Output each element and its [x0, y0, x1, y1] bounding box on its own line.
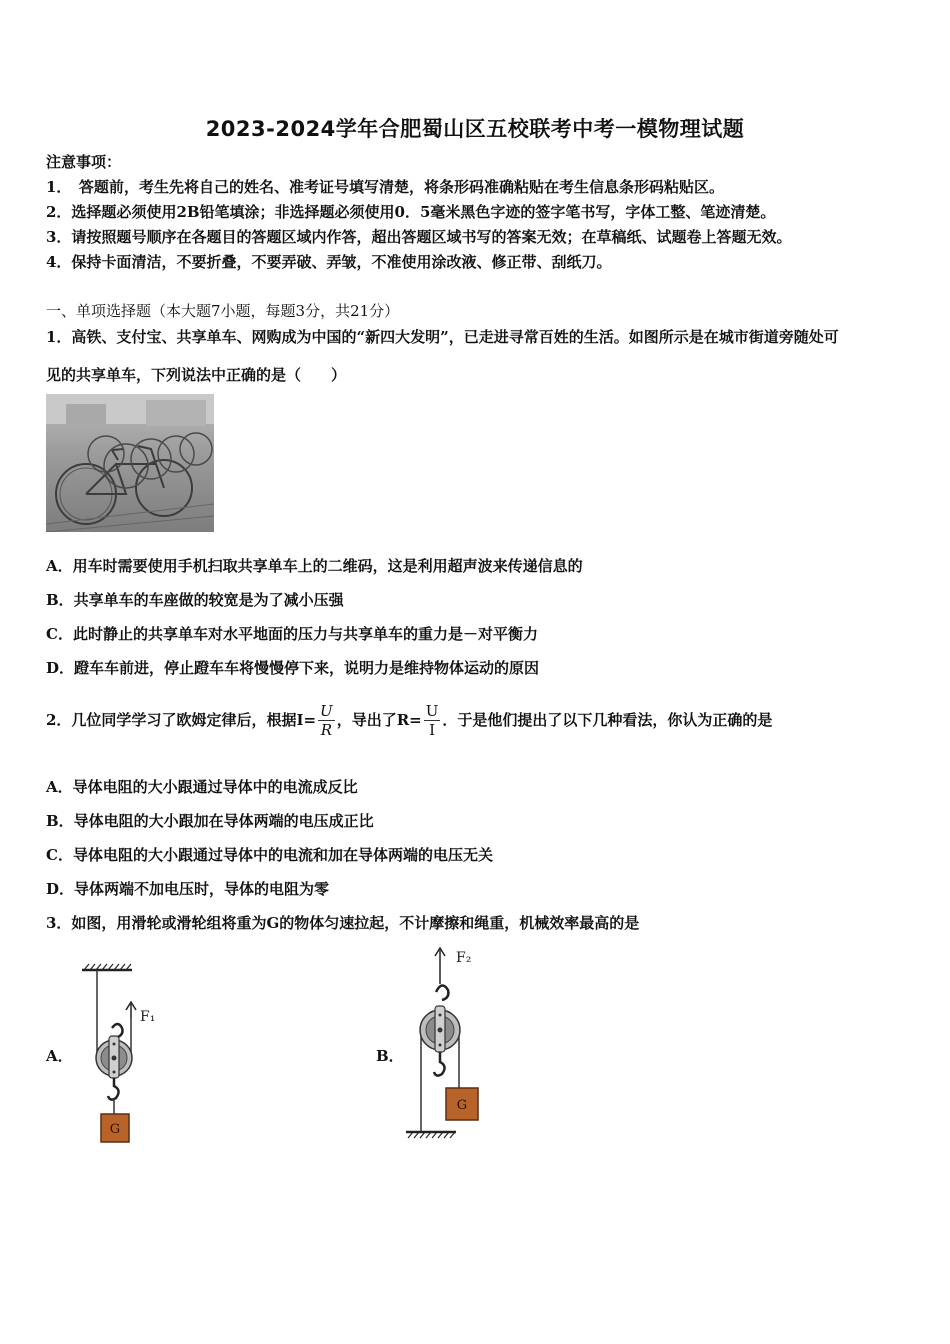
notice-item: 2．选择题必须使用2B铅笔填涂；非选择题必须使用0．5毫米黑色字迹的签字笔书写，字体工整、笔迹清楚。 — [46, 203, 776, 221]
shared-bike-photo — [46, 394, 214, 532]
fraction-numerator: U — [425, 701, 439, 720]
question-3-option-b-label: B． — [376, 1047, 404, 1065]
force-label-f1: F₁ — [140, 1009, 156, 1025]
fraction-denominator: R — [318, 720, 335, 739]
notice-heading: 注意事项： — [46, 153, 122, 171]
weight-label: G — [109, 1122, 121, 1137]
question-2-middle: ，导出了R= — [336, 711, 422, 729]
notice-item: 3．请按照题号顺序在各题目的答题区域内作答，超出答题区域书写的答案无效；在草稿纸、试题卷上答题无效。 — [46, 228, 792, 246]
fraction-numerator: U — [320, 701, 333, 720]
fraction-u-over-r — [318, 702, 335, 739]
question-1-stem: 1．高铁、支付宝、共享单车、网购成为中国的“新四大发明”，已走进寻常百姓的生活。如图所示是在城市街道旁随处可 — [46, 328, 839, 346]
pulley-diagram-a — [76, 960, 176, 1150]
question-1-option-b: B．共享单车的车座做的较宽是为了减小压强 — [46, 591, 344, 609]
question-2-prefix: 2．几位同学学习了欧姆定律后，根据I= — [46, 711, 317, 729]
question-3-option-a-label: A． — [46, 1047, 73, 1065]
weight-label: G — [456, 1098, 468, 1113]
question-2-option-b: B．导体电阻的大小跟加在导体两端的电压成正比 — [46, 812, 374, 830]
notice-item: 4．保持卡面清洁，不要折叠，不要弄破、弄皱，不准使用涂改液、修正带、刮纸刀。 — [46, 253, 612, 271]
question-2-stem — [46, 692, 772, 748]
question-3-stem: 3．如图，用滑轮或滑轮组将重为G的物体匀速拉起，不计摩擦和绳重，机械效率最高的是 — [46, 914, 640, 932]
question-1-option-c: C．此时静止的共享单车对水平地面的压力与共享单车的重力是－对平衡力 — [46, 625, 538, 643]
fraction-denominator: I — [424, 720, 441, 739]
question-2-option-a: A．导体电阻的大小跟通过导体中的电流成反比 — [46, 778, 358, 796]
question-1-option-d: D．蹬车车前进，停止蹬车车将慢慢停下来，说明力是维持物体运动的原因 — [46, 659, 540, 677]
question-1-option-a: A．用车时需要使用手机扫取共享单车上的二维码，这是利用超声波来传递信息的 — [46, 557, 583, 575]
force-label-f2: F₂ — [456, 950, 472, 966]
question-1-stem-cont: 见的共享单车，下列说法中正确的是（ ） — [46, 366, 347, 384]
section-heading: 一、单项选择题（本大题7小题，每题3分，共21分） — [46, 302, 400, 320]
fraction-u-over-i — [424, 702, 441, 739]
page-title: 2023-2024学年合肥蜀山区五校联考中考一模物理试题 — [205, 117, 745, 141]
notice-item: 1． 答题前，考生先将自己的姓名、准考证号填写清楚，将条形码准确粘贴在考生信息条形码粘贴区。 — [46, 178, 724, 196]
question-2-option-c: C．导体电阻的大小跟通过导体中的电流和加在导体两端的电压无关 — [46, 846, 493, 864]
question-2-suffix: ．于是他们提出了以下几种看法，你认为正确的是 — [442, 711, 773, 729]
pulley-diagram-b — [400, 940, 510, 1145]
question-2-option-d: D．导体两端不加电压时，导体的电阻为零 — [46, 880, 330, 898]
